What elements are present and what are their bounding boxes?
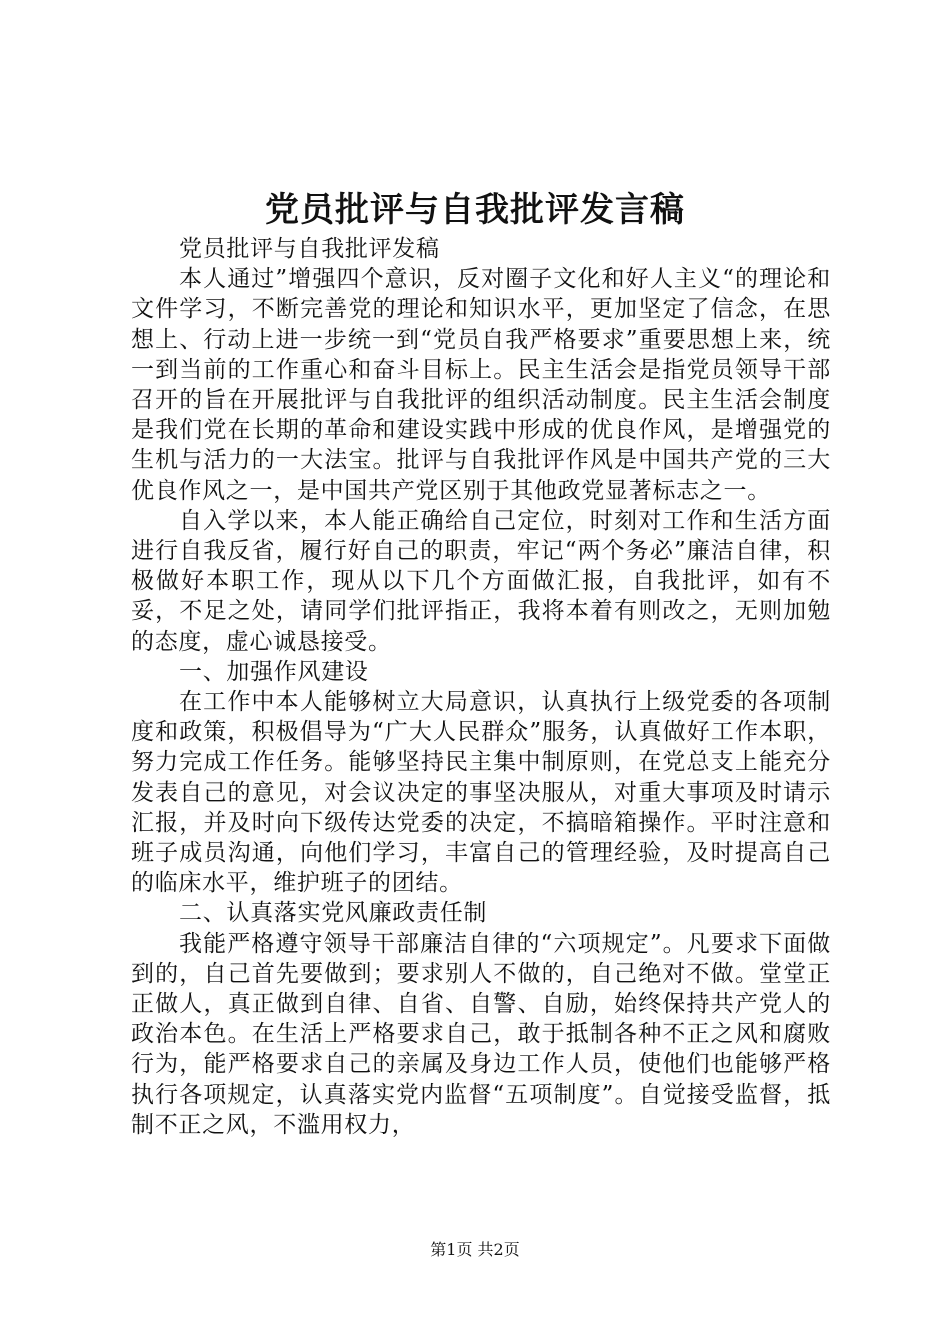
section-heading-integrity: 二、认真落实党风廉政责任制: [179, 900, 488, 927]
section-heading-work-style: 一、加强作风建设: [179, 658, 369, 685]
document-title: 党员批评与自我批评发言稿: [265, 190, 685, 230]
paragraph-work-style: 在工作中本人能够树立大局意识，认真执行上级党委的各项制度和政策，积极倡导为“广大人民群众”服务，认真做好工作本职，努力完成工作任务。能够坚持民主集中制原则，在党总支上能充分发表自己的意见，对会议决定的事坚决服从，对重大事项及时请示汇报，并及时向下级传达党委的决定，不搞暗箱操作。平时注意和班子成员沟通，向他们学习，丰富自己的管理经验，及时提高自己的临床水平，维护班子的团结。: [131, 689, 831, 897]
page-footer: 第1页 共2页: [430, 1240, 520, 1259]
paragraph-intro: 本人通过”增强四个意识，反对圈子文化和好人主义“的理论和文件学习，不断完善党的理论和知识水平，更加坚定了信念，在思想上、行动上进一步统一到“党员自我严格要求”重要思想上来，统一到当前的工作重心和奋斗目标上。民主生活会是指党员领导干部召开的旨在开展批评与自我批评的组织活动制度。民主生活会制度是我们党在长期的革命和建设实践中形成的优良作风，是增强党的生机与活力的一大法宝。批评与自我批评作风是中国共产党的三大优良作风之一，是中国共产党区别于其他政党显著标志之一。: [131, 266, 831, 504]
paragraph-integrity: 我能严格遵守领导干部廉洁自律的“六项规定”。凡要求下面做到的，自己首先要做到；要求别人不做的，自己绝对不做。堂堂正正做人，真正做到自律、自省、自警、自励，始终保持共产党人的政治本色。在生活上严格要求自己，敢于抵制各种不正之风和腐败行为，能严格要求自己的亲属及身边工作人员，使他们也能够严格执行各项规定，认真落实党内监督“五项制度”。自觉接受监督，抵制不正之风，不滥用权力，: [131, 930, 831, 1138]
paragraph-self-review: 自入学以来，本人能正确给自己定位，时刻对工作和生活方面进行自我反省，履行好自己的职责，牢记“两个务必”廉洁自律，积极做好本职工作，现从以下几个方面做汇报，自我批评，如有不妥，不足之处，请同学们批评指正，我将本着有则改之，无则加勉的态度，虚心诚恳接受。: [131, 507, 831, 655]
document-body: [131, 234, 831, 1140]
document-subtitle: 党员批评与自我批评发稿: [179, 236, 440, 262]
